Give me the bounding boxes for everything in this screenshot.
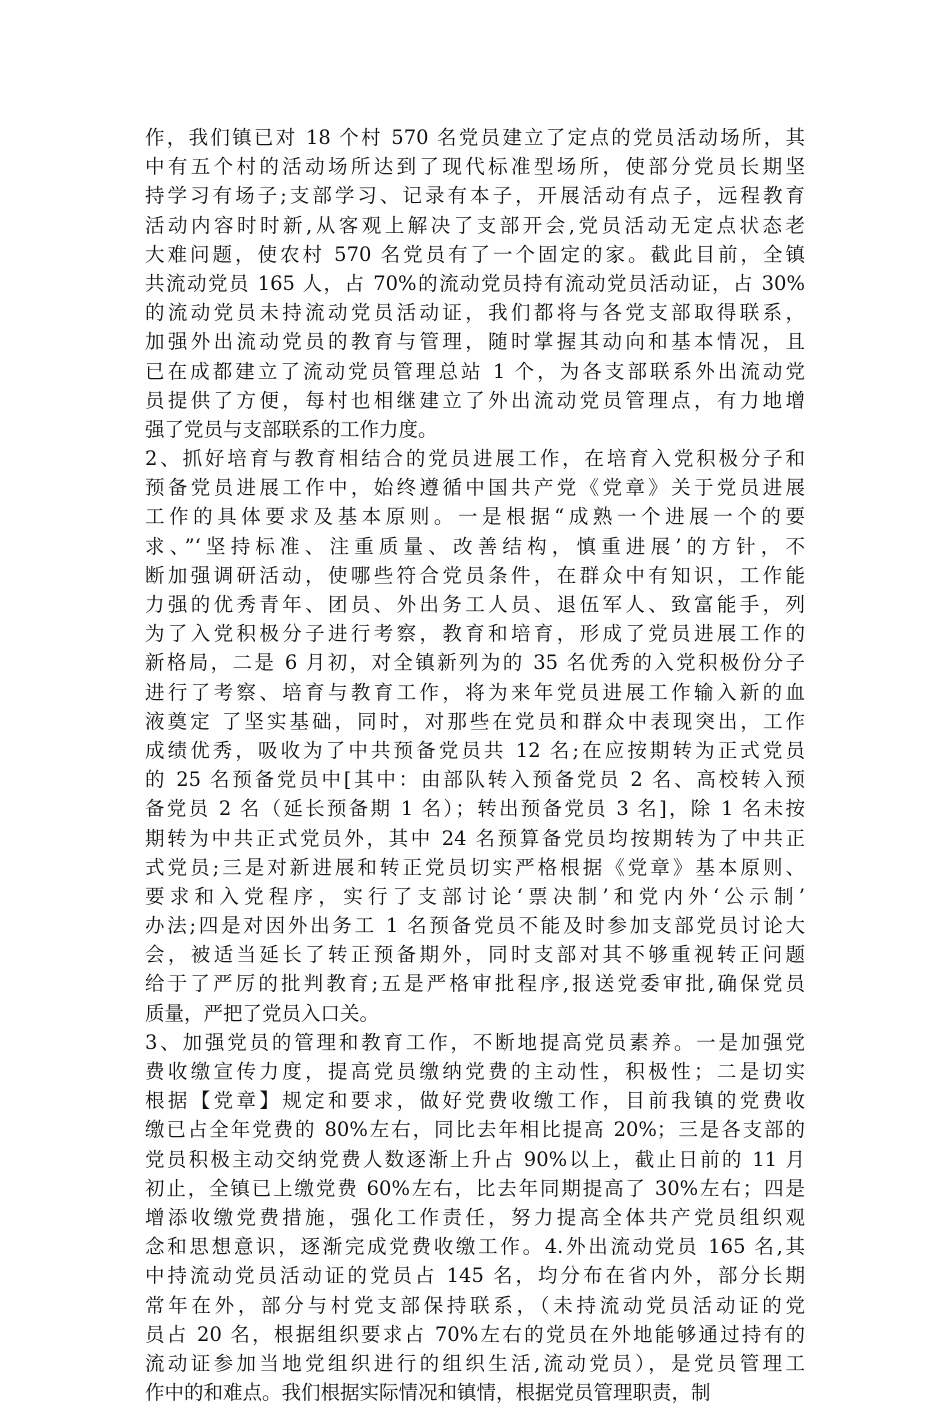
- paragraph-2-line: 求、”‘坚持标准、注重质量、改善结构，慎重进展’的方针，不: [145, 534, 805, 558]
- paragraph-3-line: 念和思想意识，逐渐完成党费收缴工作。4.外出流动党员 165 名,其: [145, 1235, 805, 1259]
- paragraph-3-line: 作中的和难点。我们根据实际情况和镇情，根据党员管理职责，制: [145, 1381, 711, 1405]
- paragraph-1-line: 作，我们镇已对 18 个村 570 名党员建立了定点的党员活动场所，其: [145, 126, 805, 149]
- paragraph-1-line: 共流动党员 165 人，占 70%的流动党员持有流动党员活动证，占 30%: [145, 271, 805, 295]
- paragraph-2-line: 工作的具体要求及基本原则。一是根据“成熟一个进展一个的要: [145, 505, 805, 529]
- paragraph-2-line: 新格局，二是 6 月初，对全镇新列为的 35 名优秀的入党积极份分子: [145, 651, 805, 675]
- paragraph-1-line: 活动内容时时新,从客观上解决了支部开会,党员活动无定点状态老: [145, 213, 805, 237]
- paragraph-3-line: 增添收缴党费措施，强化工作责任，努力提高全体共产党员组织观: [145, 1205, 805, 1229]
- paragraph-2-line: 成绩优秀，吸收为了中共预备党员共 12 名;在应按期转为正式党员: [145, 738, 805, 762]
- paragraph-3-line: 党员积极主动交纳党费人数逐渐上升占 90%以上，截止日前的 11 月: [145, 1147, 805, 1171]
- paragraph-1-line: 已在成都建立了流动党员管理总站 1 个，为各支部联系外出流动党: [145, 359, 805, 383]
- paragraph-3-line: 根据【党章】规定和要求，做好党费收缴工作，目前我镇的党费收: [145, 1089, 805, 1113]
- paragraph-3-line: 中持流动党员活动证的党员占 145 名，均分布在省内外，部分长期: [145, 1264, 805, 1288]
- paragraph-3-line: 费收缴宣传力度，提高党员缴纳党费的主动性，积极性；二是切实: [145, 1060, 805, 1083]
- paragraph-2-line: 式党员;三是对新进展和转正党员切实严格根据《党章》基本原则、: [145, 855, 805, 879]
- paragraph-3-line: 员占 20 名，根据组织要求占 70%左右的党员在外地能够通过持有的: [145, 1322, 805, 1346]
- paragraph-2-line: 预备党员进展工作中，始终遵循中国共产党《党章》关于党员进展: [145, 476, 805, 500]
- paragraph-3-line: 常年在外，部分与村党支部保持联系，（未持流动党员活动证的党: [145, 1293, 805, 1317]
- paragraph-2-line: 会，被适当延长了转正预备期外，同时支部对其不够重视转正问题: [145, 943, 805, 967]
- paragraph-3-line: 初止，全镇已上缴党费 60%左右，比去年同期提高了 30%左右；四是: [145, 1176, 805, 1200]
- paragraph-2-line: 办法;四是对因外出务工 1 名预备党员不能及时参加支部党员讨论大: [145, 914, 805, 938]
- paragraph-3-line: 缴已占全年党费的 80%左右，同比去年相比提高 20%；三是各支部的: [145, 1118, 805, 1142]
- paragraph-2-line: 质量，严把了党员入口关。: [145, 1001, 380, 1025]
- paragraph-1-line: 强了党员与支部联系的工作力度。: [145, 417, 438, 441]
- paragraph-2-line: 的 25 名预备党员中[其中：由部队转入预备党员 2 名、高校转入预: [145, 768, 805, 792]
- paragraph-2-line: 备党员 2 名（延长预备期 1 名）；转出预备党员 3 名]，除 1 名未按: [145, 797, 805, 821]
- paragraph-3-line: 流动证参加当地党组织进行的组织生活,流动党员），是党员管理工: [145, 1351, 805, 1375]
- paragraph-2-line: 期转为中共正式党员外，其中 24 名预算备党员均按期转为了中共正: [145, 826, 805, 850]
- paragraph-1-line: 中有五个村的活动场所达到了现代标准型场所，使部分党员长期坚: [145, 155, 805, 179]
- document-body: [145, 123, 805, 1407]
- paragraph-1-line: 员提供了方便，每村也相继建立了外出流动党员管理点，有力地增: [145, 388, 805, 412]
- paragraph-2-line: 进行了考察、培育与教育工作，将为来年党员进展工作输入新的血: [145, 680, 805, 704]
- paragraph-1-line: 大难问题，使农村 570 名党员有了一个固定的家。截此目前，全镇: [145, 242, 805, 266]
- paragraph-3-line: 3、加强党员的管理和教育工作，不断地提高党员素养。一是加强党: [145, 1030, 805, 1054]
- paragraph-1-line: 的流动党员未持流动党员活动证，我们都将与各党支部取得联系，: [145, 301, 805, 325]
- paragraph-1-line: 加强外出流动党员的教育与管理，随时掌握其动向和基本情况，且: [145, 330, 805, 354]
- paragraph-2-line: 力强的优秀青年、团员、外出务工人员、退伍军人、致富能手，列: [145, 593, 805, 616]
- paragraph-2-line: 液奠定 了坚实基础，同时，对那些在党员和群众中表现突出，工作: [145, 709, 805, 733]
- paragraph-2-line: 断加强调研活动，使哪些符合党员条件，在群众中有知识，工作能: [145, 563, 805, 587]
- paragraph-2-line: 给于了严厉的批判教育;五是严格审批程序,报送党委审批,确保党员: [145, 972, 805, 996]
- paragraph-2-line: 为了入党积极分子进行考察，教育和培育，形成了党员进展工作的: [145, 622, 805, 646]
- paragraph-2-line: 2、抓好培育与教育相结合的党员进展工作，在培育入党积极分子和: [145, 447, 805, 471]
- paragraph-2-line: 要求和入党程序，实行了支部讨论‘票决制’和党内外‘公示制’: [145, 884, 805, 908]
- paragraph-1-line: 持学习有场子;支部学习、记录有本子，开展活动有点子，远程教育: [145, 184, 805, 208]
